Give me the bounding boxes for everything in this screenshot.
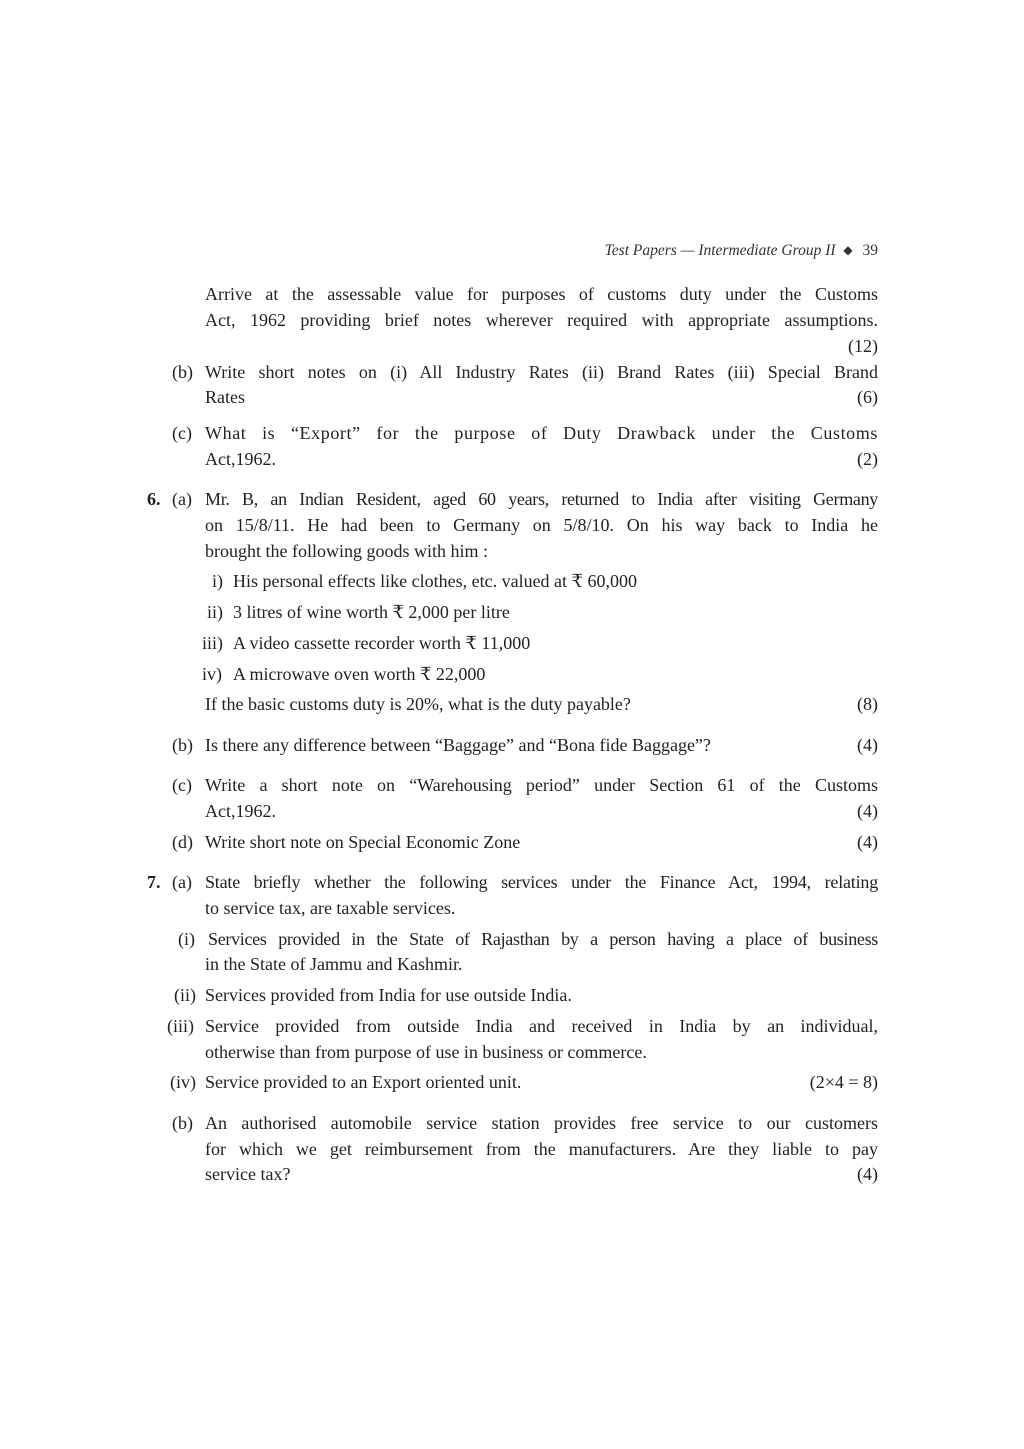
- q7a-item-line-1: Services provided in the State of Rajasthan by a person having a place of business: [208, 929, 878, 949]
- q7b-line-2: for which we get reimbursement from the manufacturers. Are they liable to pay: [205, 1139, 878, 1159]
- q7a-item-line-1: Services provided from India for use outside India.: [205, 985, 572, 1005]
- q5b-label: (b): [172, 362, 193, 382]
- q6a-item-label: ii): [207, 602, 223, 622]
- q6a-label: (a): [172, 489, 192, 509]
- q7a-marks: (2×4 = 8): [809, 1072, 878, 1092]
- q7-number: 7.: [147, 872, 161, 892]
- q7a-item-line-1: Service provided to an Export oriented unit.: [205, 1072, 522, 1092]
- q6c-line-1: Write a short note on “Warehousing period” under Section 61 of the Customs: [205, 775, 878, 795]
- q6a-item-text: A microwave oven worth ₹ 22,000: [233, 664, 486, 684]
- q6a-item-label: i): [212, 571, 223, 591]
- q5c-label: (c): [172, 423, 192, 443]
- q7a-item-label: (iii): [167, 1016, 194, 1036]
- q7a-item-label: (ii): [174, 985, 196, 1005]
- q7a-line-1: State briefly whether the following services under the Finance Act, 1994, relating: [205, 872, 878, 892]
- q6c-label: (c): [172, 775, 192, 795]
- q5b-line-2: Rates: [205, 387, 245, 407]
- q5a-line-2: Act, 1962 providing brief notes wherever required with appropriate assumptions.: [205, 310, 878, 330]
- q6d-text: Write short note on Special Economic Zone: [205, 832, 521, 852]
- q6b-label: (b): [172, 735, 193, 755]
- q6d-marks: (4): [857, 832, 878, 852]
- q6a-item-text: A video cassette recorder worth ₹ 11,000: [233, 633, 531, 653]
- q5c-line-1: What is “Export” for the purpose of Duty Drawback under the Customs: [205, 423, 878, 443]
- q7a-item-line-1: Service provided from outside India and received in India by an individual,: [205, 1016, 878, 1036]
- q6c-marks: (4): [857, 801, 878, 821]
- q6a-item-label: iv): [202, 664, 222, 684]
- page-number: 39: [862, 242, 878, 259]
- q7a-label: (a): [172, 872, 192, 892]
- q7b-line-1: An authorised automobile service station provides free service to our customers: [205, 1113, 878, 1133]
- q6-number: 6.: [147, 489, 161, 509]
- q7b-label: (b): [172, 1113, 193, 1133]
- q5b-marks: (6): [857, 387, 878, 407]
- q7a-item-line-2: otherwise than from purpose of use in business or commerce.: [205, 1042, 647, 1062]
- q6a-line-1: Mr. B, an Indian Resident, aged 60 years, returned to India after visiting Germany: [205, 489, 878, 509]
- q5c-line-2: Act,1962.: [205, 449, 276, 469]
- q7a-item-label: (i): [178, 929, 195, 949]
- running-header: [605, 242, 878, 260]
- q6a-item-label: iii): [202, 633, 223, 653]
- q7a-item-label: (iv): [170, 1072, 196, 1092]
- q6a-line-3: brought the following goods with him :: [205, 541, 488, 561]
- q6a-item-text: His personal effects like clothes, etc. valued at ₹ 60,000: [233, 571, 637, 591]
- q5a-marks: (12): [848, 336, 878, 356]
- q6a-line-2: on 15/8/11. He had been to Germany on 5/8/10. On his way back to India he: [205, 515, 878, 535]
- diamond-icon: ◆: [843, 243, 853, 257]
- q6b-marks: (4): [857, 735, 878, 755]
- q6c-line-2: Act,1962.: [205, 801, 276, 821]
- q6d-label: (d): [172, 832, 193, 852]
- q5a-line-1: Arrive at the assessable value for purposes of customs duty under the Customs: [205, 284, 878, 304]
- q7b-marks: (4): [857, 1164, 878, 1184]
- q5c-marks: (2): [857, 449, 878, 469]
- q6b-text: Is there any difference between “Baggage” and “Bona fide Baggage”?: [205, 735, 711, 755]
- q6a-item-text: 3 litres of wine worth ₹ 2,000 per litre: [233, 602, 510, 622]
- q6a-question: If the basic customs duty is 20%, what is the duty payable?: [205, 694, 631, 714]
- q7a-item-line-2: in the State of Jammu and Kashmir.: [205, 954, 463, 974]
- running-title: Test Papers — Intermediate Group II: [604, 242, 836, 259]
- q6a-marks: (8): [857, 694, 878, 714]
- q5b-line-1: Write short notes on (i) All Industry Rates (ii) Brand Rates (iii) Special Brand: [205, 362, 878, 382]
- q7a-line-2: to service tax, are taxable services.: [205, 898, 456, 918]
- q7b-line-3: service tax?: [205, 1164, 291, 1184]
